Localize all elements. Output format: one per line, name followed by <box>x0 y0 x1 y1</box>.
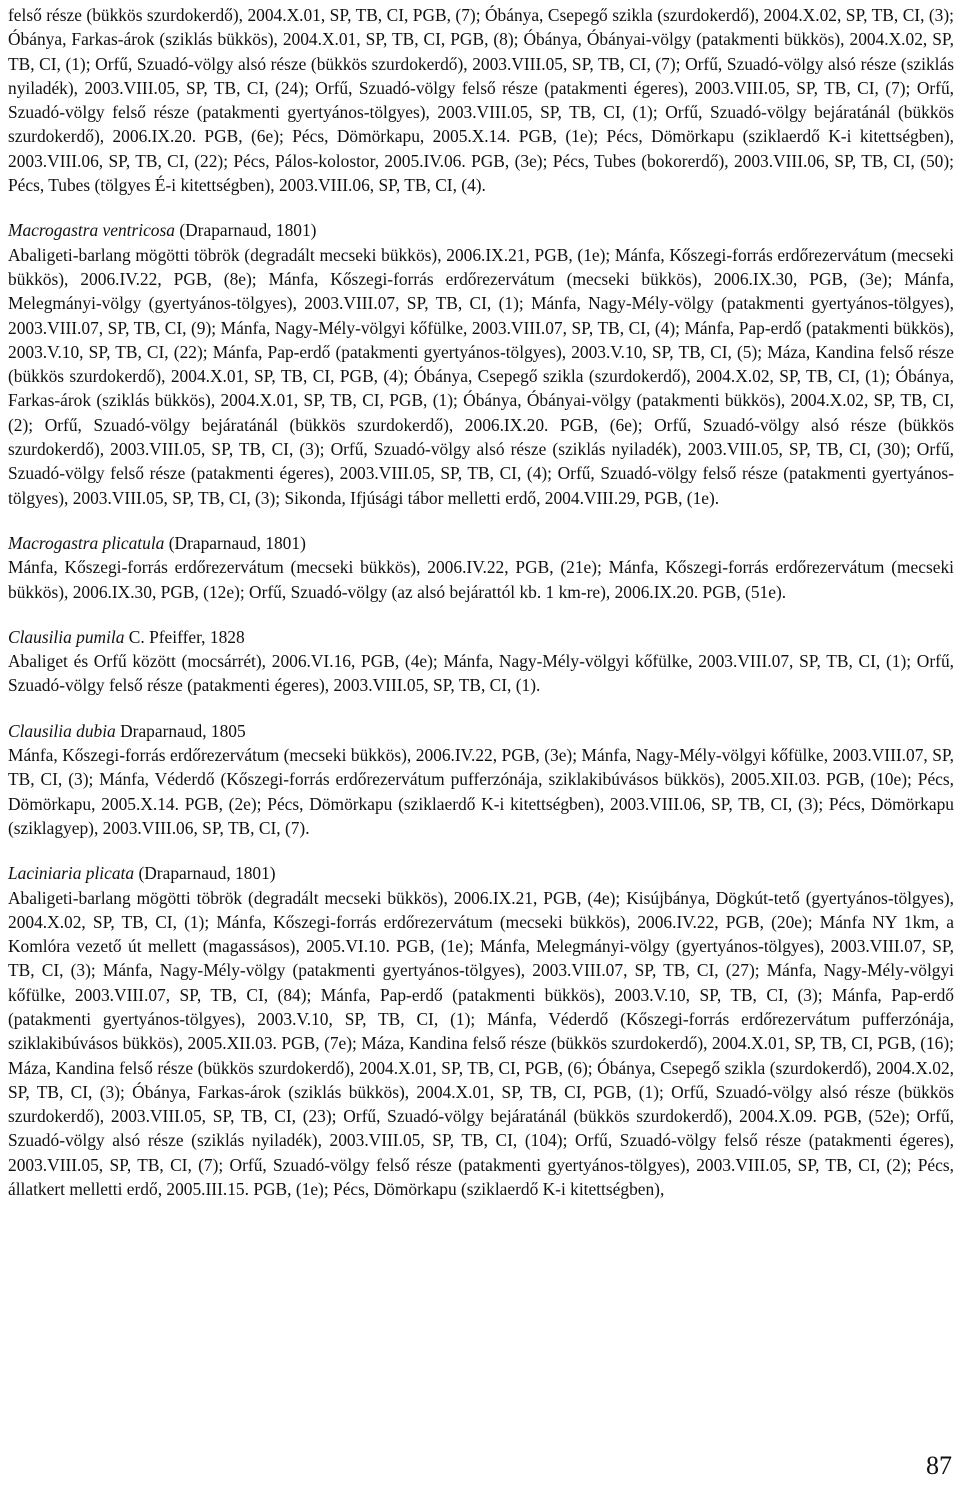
species-records: Mánfa, Kőszegi-forrás erdőrezervátum (mecseki bükkös), 2006.IV.22, PGB, (3e); Mánfa, Nagy-Mély-völgyi kőfülke, 2003.VIII.07, SP, TB, CI, (3); Mánfa, Véderdő (Kőszegi-forrás erdőrezervátum pufferzónája, sziklakibúvásos bükkös), 2005.XII.03. PGB, (10e); Pécs, Dömörkapu, 2005.X.14. PGB, (2e); Pécs, Dömörkapu (sziklaerdő K-i kitettségben), 2003.VIII.06, SP, TB, CI, (3); Pécs, Dömörkapu (sziklagyep), 2003.VIII.06, SP, TB, CI, (7). <box>8 745 954 838</box>
species-name: Clausilia pumila <box>8 626 125 647</box>
species-name: Laciniaria plicata <box>8 863 135 884</box>
species-author: (Draparnaud, 1801) <box>168 532 306 553</box>
species-entry <box>8 861 954 1201</box>
species-records: Abaligeti-barlang mögötti töbrök (degradált mecseki bükkös), 2006.IX.21, PGB, (1e); Mánfa, Kőszegi-forrás erdőrezervátum (mecseki bükkös), 2006.IV.22, PGB, (8e); Mánfa, Kőszegi-forrás erdőrezervátum (mecseki bükkös), 2006.IX.30, PGB, (3e); Mánfa, Melegmányi-völgy (gyertyános-tölgyes), 2003.VIII.07, SP, TB, CI, (1); Mánfa, Nagy-Mély-völgy (patakmenti gyertyános-tölgyes), 2003.VIII.07, SP, TB, CI, (9); Mánfa, Nagy-Mély-völgyi kőfülke, 2003.VIII.07, SP, TB, CI, (4); Mánfa, Pap-erdő (patakmenti bükkös), 2003.V.10, SP, TB, CI, (22); Mánfa, Pap-erdő (patakmenti gyertyános-tölgyes), 2003.V.10, SP, TB, CI, (5); Máza, Kandina felső része (bükkös szurdokerdő), 2004.X.01, SP, TB, CI, PGB, (4); Óbánya, Csepegő szikla (szurdokerdő), 2004.X.02, SP, TB, CI, (1); Óbánya, Farkas-árok (sziklás bükkös), 2004.X.01, SP, TB, CI, PGB, (1); Óbánya, Óbányai-völgy (patakmenti bükkös), 2004.X.02, SP, TB, CI, (2); Orfű, Szuadó-völgy bejáratánál (bükkös szurdokerdő), 2006.IX.20. PGB, (6e); Orfű, Szuadó-völgy alsó része (bükkös szurdokerdő), 2003.VIII.05, SP, TB, CI, (3); Orfű, Szuadó-völgy alsó része (sziklás nyiladék), 2003.VIII.05, SP, TB, CI, (30); Orfű, Szuadó-völgy felső része (patakmenti égeres), 2003.VIII.05, SP, TB, CI, (4); Orfű, Szuadó-völgy felső része (patakmenti gyertyános-tölgyes), 2003.VIII.05, SP, TB, CI, (3); Sikonda, Ifjúsági tábor melletti erdő, 2004.VIII.29, PGB, (1e). <box>8 244 954 508</box>
species-name: Clausilia dubia <box>8 720 116 741</box>
species-heading <box>8 218 954 242</box>
species-heading <box>8 861 954 885</box>
species-name: Macrogastra ventricosa <box>8 220 175 241</box>
species-entry <box>8 531 954 604</box>
species-entry <box>8 218 954 510</box>
page-number: 87 <box>926 1451 952 1480</box>
species-records: Abaligeti-barlang mögötti töbrök (degradált mecseki bükkös), 2006.IX.21, PGB, (4e); Kisújbánya, Dögkút-tető (gyertyános-tölgyes), 2004.X.02, SP, TB, CI, (1); Mánfa, Kőszegi-forrás erdőrezervátum (mecseki bükkös), 2006.IV.22, PGB, (20e); Mánfa NY 1km, a Komlóra vezető út mellett (magassásos), 2005.VI.10. PGB, (1e); Mánfa, Melegmányi-völgy (gyertyános-tölgyes), 2003.VIII.07, SP, TB, CI, (3); Mánfa, Nagy-Mély-völgy (patakmenti gyertyános-tölgyes), 2003.VIII.07, SP, TB, CI, (27); Mánfa, Nagy-Mély-völgyi kőfülke, 2003.VIII.07, SP, TB, CI, (84); Mánfa, Pap-erdő (patakmenti bükkös), 2003.V.10, SP, TB, CI, (3); Mánfa, Pap-erdő (patakmenti gyertyános-tölgyes), 2003.V.10, SP, TB, CI, (1); Mánfa, Véderdő (Kőszegi-forrás erdőrezervátum pufferzónája, sziklakibúvásos bükkös), 2005.XII.03. PGB, (7e); Máza, Kandina felső része (bükkös szurdokerdő), 2004.X.01, SP, TB, CI, PGB, (16); Máza, Kandina felső része (bükkös szurdokerdő), 2004.X.01, SP, TB, CI, PGB, (6); Óbánya, Csepegő szikla (szurdokerdő), 2004.X.02, SP, TB, CI, (3); Óbánya, Farkas-árok (sziklás bükkös), 2004.X.01, SP, TB, CI, PGB, (1); Orfű, Szuadó-völgy alsó része (bükkös szurdokerdő), 2003.VIII.05, SP, TB, CI, (23); Orfű, Szuadó-völgy bejáratánál (bükkös szurdokerdő), 2004.X.09. PGB, (52e); Orfű, Szuadó-völgy alsó része (sziklás nyiladék), 2003.VIII.05, SP, TB, CI, (104); Orfű, Szuadó-völgy felső része (patakmenti égeres), 2003.VIII.05, SP, TB, CI, (7); Orfű, Szuadó-völgy felső része (patakmenti gyertyános-tölgyes), 2003.VIII.05, SP, TB, CI, (2); Pécs, állatkert melletti erdő, 2005.III.15. PGB, (1e); Pécs, Dömörkapu (sziklaerdő K-i kitettségben), <box>8 887 954 1200</box>
species-records: Mánfa, Kőszegi-forrás erdőrezervátum (mecseki bükkös), 2006.IV.22, PGB, (21e); Mánfa, Kőszegi-forrás erdőrezervátum (mecseki bükkös), 2006.IX.30, PGB, (12e); Orfű, Szuadó-völgy (az alsó bejárattól kb. 1 km-re), 2006.IX.20. PGB, (51e). <box>8 557 954 602</box>
intro-records: felső része (bükkös szurdokerdő), 2004.X.01, SP, TB, CI, PGB, (7); Óbánya, Csepegő szikla (szurdokerdő), 2004.X.02, SP, TB, CI, (3); Óbánya, Farkas-árok (sziklás bükkös), 2004.X.01, SP, TB, CI, PGB, (8); Óbánya, Óbányai-völgy (patakmenti bükkös), 2004.X.02, SP, TB, CI, (1); Orfű, Szuadó-völgy alsó része (bükkös szurdokerdő), 2003.VIII.05, SP, TB, CI, (7); Orfű, Szuadó-völgy alsó része (sziklás nyiladék), 2003.VIII.05, SP, TB, CI, (24); Orfű, Szuadó-völgy felső része (patakmenti égeres), 2003.VIII.05, SP, TB, CI, (7); Orfű, Szuadó-völgy felső része (patakmenti gyertyános-tölgyes), 2003.VIII.05, SP, TB, CI, (1); Orfű, Szuadó-völgy bejáratánál (bükkös szurdokerdő), 2006.IX.20. PGB, (6e); Pécs, Dömörkapu, 2005.X.14. PGB, (1e); Pécs, Dömörkapu (sziklaerdő K-i kitettségben), 2003.VIII.06, SP, TB, CI, (22); Pécs, Pálos-kolostor, 2005.IV.06. PGB, (3e); Pécs, Tubes (bokorerdő), 2003.VIII.06, SP, TB, CI, (50); Pécs, Tubes (tölgyes É-i kitettségben), 2003.VIII.06, SP, TB, CI, (4). <box>8 5 954 196</box>
species-author: C. Pfeiffer, 1828 <box>128 626 245 647</box>
page-body <box>8 3 954 1201</box>
species-heading <box>8 719 954 743</box>
species-author: (Draparnaud, 1801) <box>179 220 317 241</box>
species-heading <box>8 531 954 555</box>
species-author: Draparnaud, 1805 <box>120 720 246 741</box>
species-name: Macrogastra plicatula <box>8 532 165 553</box>
species-heading <box>8 625 954 649</box>
species-entry <box>8 719 954 840</box>
species-entry <box>8 625 954 698</box>
species-records: Abaliget és Orfű között (mocsárrét), 2006.VI.16, PGB, (4e); Mánfa, Nagy-Mély-völgyi kőfülke, 2003.VIII.07, SP, TB, CI, (1); Orfű, Szuadó-völgy felső része (patakmenti égeres), 2003.VIII.05, SP, TB, CI, (1). <box>8 651 954 696</box>
species-author: (Draparnaud, 1801) <box>138 863 276 884</box>
